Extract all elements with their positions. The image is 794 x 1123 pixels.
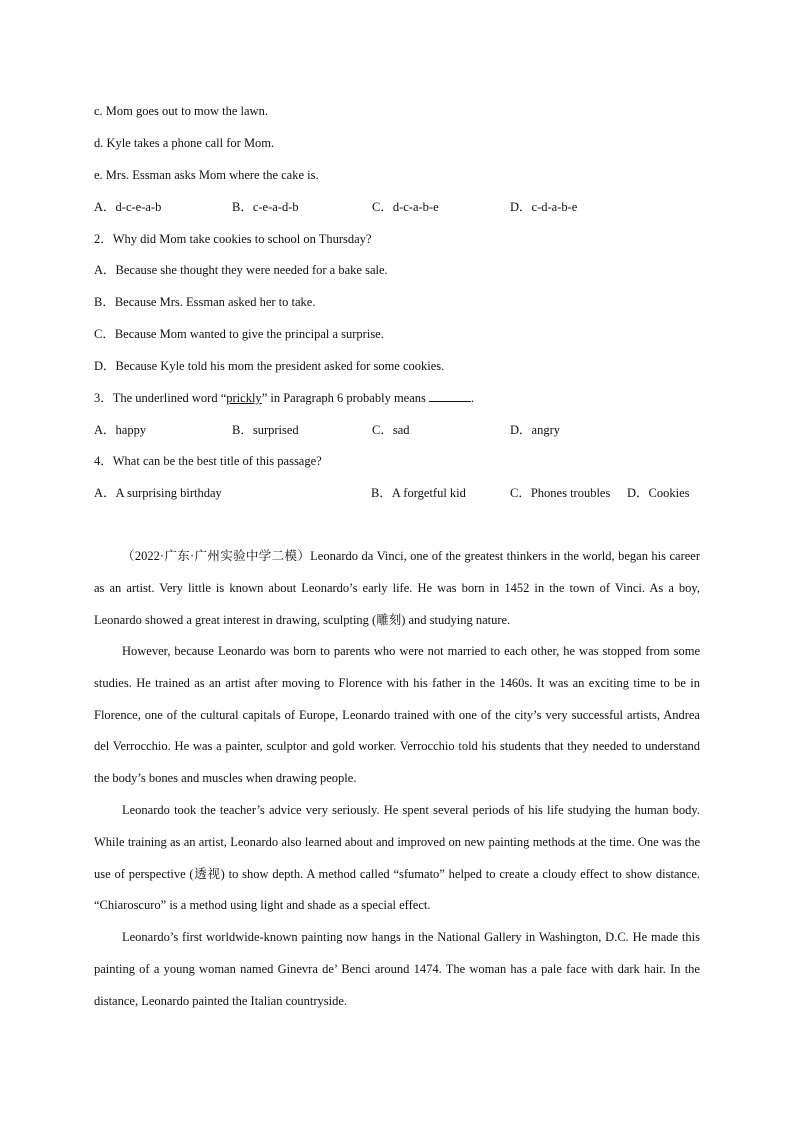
answer-blank (429, 390, 471, 402)
underlined-word: prickly (226, 391, 262, 405)
q4-option-d: D．Cookies (627, 486, 690, 500)
sequence-item-d: d. Kyle takes a phone call for Mom. (94, 136, 275, 150)
q4-option-b: B．A forgetful kid (371, 486, 466, 500)
q3-option-a: A．happy (94, 423, 147, 437)
q3-option-d: D．angry (510, 423, 560, 437)
q2-option-d: D．Because Kyle told his mom the president asked for some cookies. (94, 359, 445, 373)
q3-option-c: C．sad (372, 423, 410, 437)
q1-option-c: C．d-c-a-b-e (372, 200, 439, 214)
sequence-item-e: e. Mrs. Essman asks Mom where the cake is. (94, 168, 319, 182)
q1-option-b: B．c-e-a-d-b (232, 200, 299, 214)
passage-paragraph-4: Leonardo’s first worldwide-known painting now hangs in the National Gallery in Washington, D.C. He made this painting of a young woman named Ginevra de’ Benci around 1474. The woman has a pale face with dark hair. In the distance, Leonardo painted the Italian countryside. (94, 930, 700, 1008)
q1-option-a: A．d-c-e-a-b (94, 200, 162, 214)
q4-option-a: A．A surprising birthday (94, 486, 222, 500)
q1-option-d: D．c-d-a-b-e (510, 200, 578, 214)
q2-option-c: C．Because Mom wanted to give the principal a surprise. (94, 327, 384, 341)
sequence-item-c: c. Mom goes out to mow the lawn. (94, 104, 268, 118)
q3-option-b: B．surprised (232, 423, 299, 437)
passage-paragraph-3: Leonardo took the teacher’s advice very seriously. He spent several periods of his life studying the human body. While training as an artist, Leonardo also learned about and improved on new painting methods at the time. One was the use of perspective (透视) to show depth. A method called “sfumato” helped to create a cloudy effect to show distance. “Chiaroscuro” is a method using light and shade as a special effect. (94, 803, 700, 913)
q4-option-c: C．Phones troubles (510, 486, 611, 500)
q2-option-a: A．Because she thought they were needed for a bake sale. (94, 263, 388, 277)
q2-stem: 2．Why did Mom take cookies to school on Thursday? (94, 232, 372, 246)
q2-option-b: B．Because Mrs. Essman asked her to take. (94, 295, 316, 309)
passage-paragraph-2: However, because Leonardo was born to parents who were not married to each other, he was stopped from some studies. He trained as an artist after moving to Florence with his father in the 1460s. It was an exciting time to be in Florence, one of the cultural capitals of Europe, Leonardo trained with one of the city’s very successful artists, Andrea del Verrocchio. He was a painter, sculptor and gold worker. Verrocchio told his students that they needed to understand the body’s bones and muscles when drawing people. (94, 644, 700, 786)
passage-paragraph-1: （2022·广东·广州实验中学二模）Leonardo da Vinci, one of the greatest thinkers in the world, began his career as an artist. Very little is known about Leonardo’s early life. He was born in 1452 in the town of Vinci. As a boy, Leonardo showed a great interest in drawing, sculpting (雕刻) and studying nature. (94, 549, 700, 627)
q3-stem: 3．The underlined word “prickly” in Paragraph 6 probably means . (94, 391, 475, 405)
q4-stem: 4．What can be the best title of this passage? (94, 454, 322, 468)
